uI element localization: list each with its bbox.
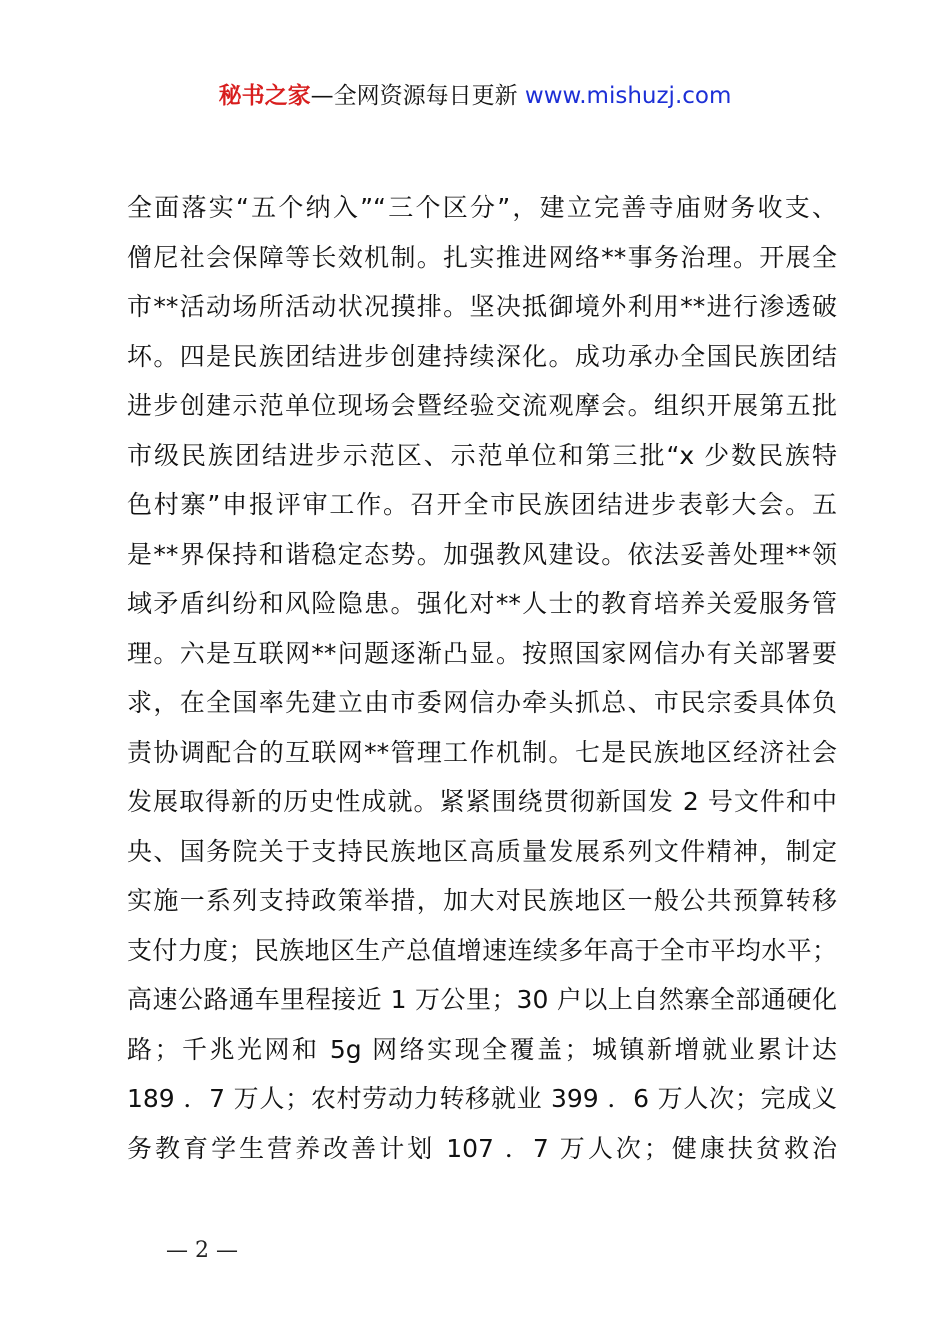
header-tagline: —全网资源每日更新	[310, 83, 525, 109]
text-line: 色村寨”申报评审工作。召开全市民族团结进步表彰大会。五	[127, 490, 837, 519]
page-number: — 2 —	[166, 1238, 238, 1263]
text-line: 路；千兆光网和 5g 网络实现全覆盖；城镇新增就业累计达	[127, 1034, 837, 1064]
brand-name: 秘书之家	[218, 83, 311, 109]
text-line: 务教育学生营养改善计划 107 ．7 万人次；健康扶贫救治	[127, 1133, 837, 1163]
text-line: 央、国务院关于支持民族地区高质量发展系列文件精神，制定	[127, 836, 837, 866]
text-line: 责协调配合的互联网**管理工作机制。七是民族地区经济社会	[127, 737, 837, 767]
text-line: 市**活动场所活动状况摸排。坚决抵御境外利用**进行渗透破	[127, 292, 837, 321]
text-line: 发展取得新的历史性成就。紧紧围绕贯彻新国发 2 号文件和中	[127, 787, 837, 816]
text-line: 高速公路通车里程接近 1 万公里；30 户以上自然寨全部通硬化	[127, 985, 837, 1014]
text-line: 理。六是互联网**问题逐渐凸显。按照国家网信办有关部署要	[127, 638, 837, 668]
text-line: 僧尼社会保障等长效机制。扎实推进网络**事务治理。开展全	[127, 242, 837, 272]
text-line: 支付力度；民族地区生产总值增速连续多年高于全市平均水平；	[127, 935, 837, 965]
text-line: 市级民族团结进步示范区、示范单位和第三批“x 少数民族特	[127, 440, 837, 470]
text-line: 全面落实“五个纳入”“三个区分”，建立完善寺庙财务收支、	[127, 193, 837, 222]
text-line: 189 ．7 万人；农村劳动力转移就业 399 ．6 万人次；完成义	[127, 1084, 837, 1113]
site-url-link[interactable]: www.mishuzj.com	[524, 83, 732, 109]
text-line: 坏。四是民族团结进步创建持续深化。成功承办全国民族团结	[127, 341, 837, 371]
text-line: 进步创建示范单位现场会暨经验交流观摩会。组织开展第五批	[127, 391, 837, 420]
page-header	[0, 80, 950, 112]
body-text	[127, 183, 837, 1173]
text-line: 实施一系列支持政策举措，加大对民族地区一般公共预算转移	[127, 886, 837, 915]
text-line: 求，在全国率先建立由市委网信办牵头抓总、市民宗委具体负	[127, 688, 837, 717]
text-line: 是**界保持和谐稳定态势。加强教风建设。依法妥善处理**领	[127, 539, 837, 569]
text-line: 域矛盾纠纷和风险隐患。强化对**人士的教育培养关爱服务管	[127, 589, 837, 618]
